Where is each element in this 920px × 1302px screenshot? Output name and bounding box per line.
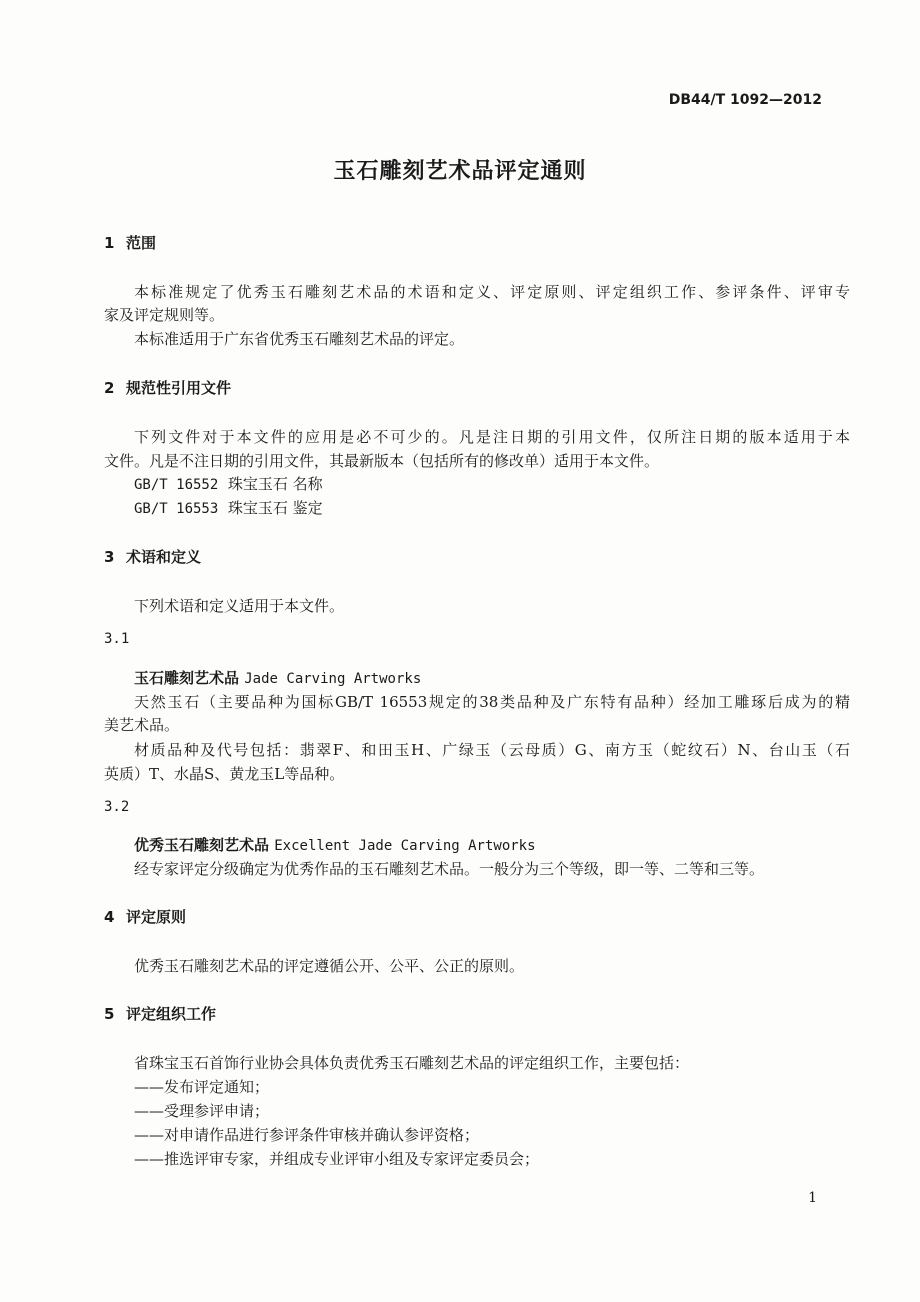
term-definition: 天然玉石（主要品种为国标GB/T 16553规定的38类品种及广东特有品种）经加工雕琢后成为的精	[134, 693, 850, 711]
normative-reference	[134, 473, 323, 494]
section-title: 术语和定义	[126, 548, 202, 566]
term-number: 3.2	[104, 799, 130, 815]
document-title: 玉石雕刻艺术品评定通则	[333, 159, 587, 184]
section-2-heading	[104, 377, 231, 398]
section-title: 规范性引用文件	[126, 379, 232, 397]
term-definition: 经专家评定分级确定为优秀作品的玉石雕刻艺术品。一般分为三个等级，即一等、二等和三等。	[134, 860, 765, 878]
section-number: 5	[104, 1005, 115, 1023]
paragraph: 本标准适用于广东省优秀玉石雕刻艺术品的评定。	[134, 330, 465, 348]
term-heading	[134, 834, 536, 855]
paragraph: 优秀玉石雕刻艺术品的评定遵循公开、公平、公正的原则。	[134, 957, 525, 975]
reference-code: GB/T 16552	[134, 477, 219, 493]
term-note-continuation: 英质）T、水晶S、黄龙玉L等品种。	[104, 765, 345, 783]
section-title: 范围	[126, 234, 157, 252]
term-chinese: 优秀玉石雕刻艺术品	[134, 836, 270, 854]
paragraph: 本标准规定了优秀玉石雕刻艺术品的术语和定义、评定原则、评定组织工作、参评条件、评审专	[134, 283, 850, 301]
paragraph: 下列术语和定义适用于本文件。	[134, 597, 345, 615]
term-english: Jade Carving Artworks	[244, 671, 422, 687]
section-5-heading	[104, 1003, 216, 1024]
term-note: 材质品种及代号包括：翡翠F、和田玉H、广绿玉（云母质）G、南方玉（蛇纹石）N、台山玉（石	[134, 741, 850, 759]
reference-name: 珠宝玉石 鉴定	[227, 499, 323, 517]
reference-name: 珠宝玉石 名称	[227, 475, 323, 493]
term-number: 3.1	[104, 631, 130, 647]
standard-number: DB44/T 1092—2012	[668, 92, 822, 108]
term-english: Excellent Jade Carving Artworks	[274, 838, 536, 854]
paragraph: 下列文件对于本文件的应用是必不可少的。凡是注日期的引用文件，仅所注日期的版本适用于本	[134, 428, 850, 446]
list-item: ——推选评审专家，并组成专业评审小组及专家评定委员会；	[134, 1150, 540, 1168]
term-heading	[134, 667, 421, 688]
page-number: 1	[808, 1190, 817, 1206]
section-3-heading	[104, 546, 201, 567]
section-title: 评定原则	[126, 908, 187, 926]
section-number: 1	[104, 234, 115, 252]
reference-code: GB/T 16553	[134, 501, 219, 517]
list-item: ——对申请作品进行参评条件审核并确认参评资格；	[134, 1126, 480, 1144]
paragraph-continuation: 文件。凡是不注日期的引用文件，其最新版本（包括所有的修改单）适用于本文件。	[104, 452, 660, 470]
normative-reference	[134, 497, 323, 518]
section-title: 评定组织工作	[126, 1005, 217, 1023]
section-4-heading	[104, 906, 186, 927]
term-definition-continuation: 美艺术品。	[104, 716, 180, 734]
list-item: ——受理参评申请；	[134, 1102, 270, 1120]
paragraph-continuation: 家及评定规则等。	[104, 306, 225, 324]
term-chinese: 玉石雕刻艺术品	[134, 669, 240, 687]
section-number: 3	[104, 548, 115, 566]
paragraph: 省珠宝玉石首饰行业协会具体负责优秀玉石雕刻艺术品的评定组织工作，主要包括：	[134, 1054, 690, 1072]
section-1-heading	[104, 232, 156, 253]
section-number: 2	[104, 379, 115, 397]
section-number: 4	[104, 908, 115, 926]
list-item: ——发布评定通知；	[134, 1078, 270, 1096]
